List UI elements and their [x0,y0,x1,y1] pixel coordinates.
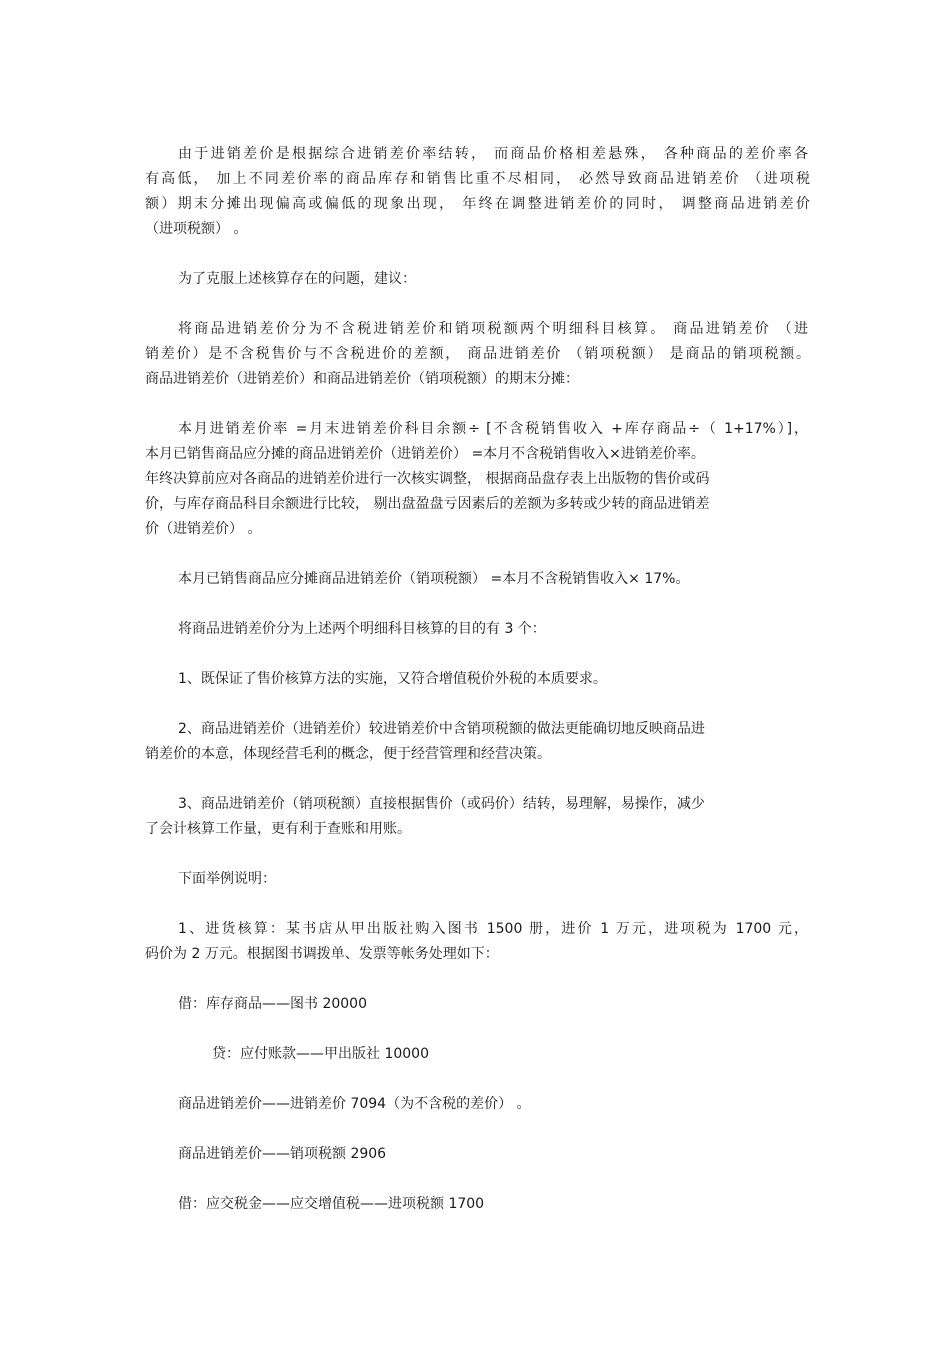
entry-diff-sales-diff: 商品进销差价——进销差价 7094（为不含税的差价） 。 [178,1096,531,1112]
para2: 为了克服上述核算存在的问题，建议： [178,271,416,287]
point2-line1: 2、商品进销差价（进销差价）较进销差价中含销项税额的做法更能确切地反映商品进 [178,721,705,737]
para1-line4: （进项税额） 。 [145,221,248,237]
para1-line2: 有高低， 加上不同差价率的商品库存和销售比重不尽相同， 必然导致商品进销差价 （进项税 [145,171,810,187]
para5: 本月已销售商品应分摊商品进销差价（销项税额） =本月不含税销售收入× 17%。 [178,571,690,587]
example-heading: 下面举例说明： [178,871,276,887]
entry-debit-inventory: 借：库存商品——图书 20000 [178,996,367,1012]
point2-line2: 销差价的本意，体现经营毛利的概念，便于经营管理和经营决策。 [145,746,551,762]
point1: 1、既保证了售价核算方法的实施，又符合增值税价外税的本质要求。 [178,671,607,687]
para6: 将商品进销差价分为上述两个明细科目核算的目的有 3 个： [178,621,546,637]
para4-line1: 年终决算前应对各商品的进销差价进行一次核实调整， 根据商品盘存表上出版物的售价或码 [145,471,710,487]
para3-line1: 将商品进销差价分为不含税进销差价和销项税额两个明细科目核算。 商品进销差价 （进 [178,321,808,337]
para1-line3: 额）期末分摊出现偏高或偏低的现象出现， 年终在调整进销差价的同时， 调整商品进销差价 [145,196,810,212]
example-line1: 1、进货核算：某书店从甲出版社购入图书 1500 册，进价 1 万元，进项税为 1700 元， [178,921,808,937]
point3-line2: 了会计核算工作量，更有利于查账和用账。 [145,821,411,837]
para4-line2: 价，与库存商品科目余额进行比较， 剔出盘盈盘亏因素后的差额为多转或少转的商品进销差 [145,496,710,512]
para1-line1: 由于进销差价是根据综合进销差价率结转， 而商品价格相差悬殊， 各种商品的差价率各 [178,146,808,162]
entry-credit-payable: 贷：应付账款——甲出版社 10000 [212,1046,429,1062]
formula-line1: 本月进销差价率 =月末进销差价科目余额÷ [不含税销售收入 +库存商品÷（ 1+17%）]， [178,421,808,437]
point3-line1: 3、商品进销差价（销项税额）直接根据售价（或码价）结转，易理解，易操作，减少 [178,796,705,812]
entry-diff-output-tax: 商品进销差价——销项税额 2906 [178,1146,387,1162]
formula-line2: 本月已销售商品应分摊的商品进销差价（进销差价） =本月不含税销售收入×进销差价率。 [145,446,705,462]
para3-line3: 商品进销差价（进销差价）和商品进销差价（销项税额）的期末分摊： [145,371,579,387]
example-line2: 码价为 2 万元。根据图书调拨单、发票等帐务处理如下： [145,946,499,962]
para3-line2: 销差价）是不含税售价与不含税进价的差额， 商品进销差价 （销项税额） 是商品的销项税额。 [145,346,810,362]
para4-line3: 价（进销差价） 。 [145,521,262,537]
entry-debit-input-tax: 借：应交税金——应交增值税——进项税额 1700 [178,1196,485,1212]
